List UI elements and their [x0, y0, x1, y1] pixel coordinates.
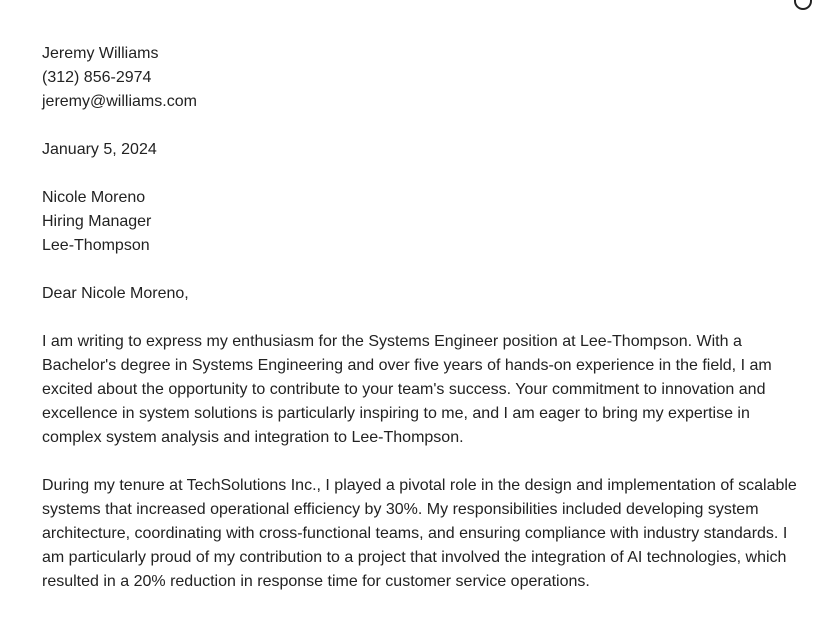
salutation-block [42, 282, 802, 306]
sender-block [42, 42, 802, 114]
body-paragraph-1: I am writing to express my enthusiasm for the Systems Engineer position at Lee-Thompson. With a Bachelor's degree in Systems Engineering and over five years of hands-on experience in the field, I am excited about the opportunity to contribute to your team's success. Your commitment to innovation and excellence in system solutions is particularly inspiring to me, and I am eager to bring my expertise in complex system analysis and integration to Lee-Thompson. [42, 333, 772, 446]
recipient-title: Hiring Manager [42, 213, 152, 230]
cover-letter [42, 42, 802, 618]
partial-icon [794, 0, 812, 10]
recipient-company: Lee-Thompson [42, 237, 150, 254]
letter-date: January 5, 2024 [42, 141, 157, 158]
salutation: Dear Nicole Moreno, [42, 285, 189, 302]
sender-email: jeremy@williams.com [42, 93, 197, 110]
date-block [42, 138, 802, 162]
sender-name: Jeremy Williams [42, 45, 159, 62]
recipient-name: Nicole Moreno [42, 189, 146, 206]
body-paragraph-2: During my tenure at TechSolutions Inc., I played a pivotal role in the design and implementation of scalable systems that increased operational efficiency by 30%. My responsibilities included developing system architecture, coordinating with cross-functional teams, and ensuring compliance with industry standards. I am particularly proud of my contribution to a project that involved the integration of AI technologies, which resulted in a 20% reduction in response time for customer service operations. [42, 477, 797, 590]
sender-phone: (312) 856-2974 [42, 69, 152, 86]
recipient-block [42, 186, 802, 258]
